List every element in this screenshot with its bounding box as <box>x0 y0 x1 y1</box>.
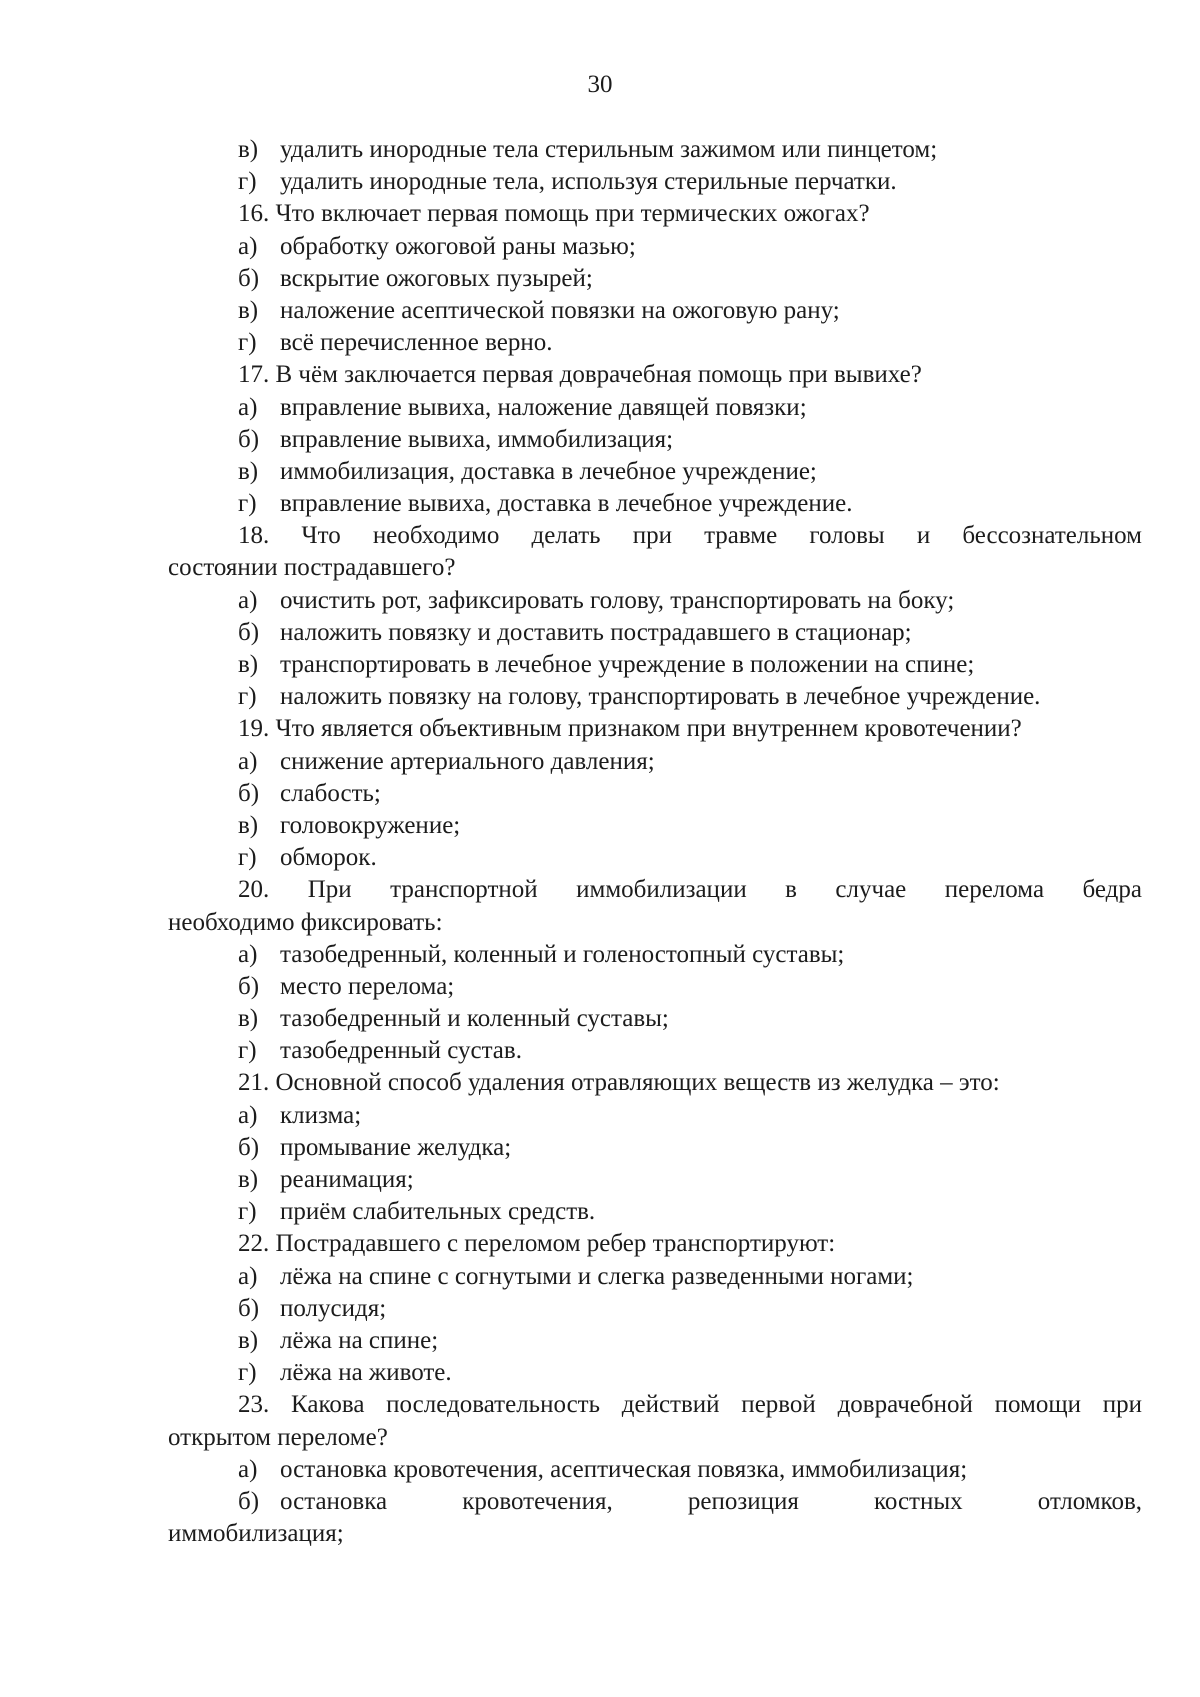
page-number: 30 <box>587 71 613 98</box>
answer-option <box>168 134 1142 166</box>
option-marker: а) <box>238 1455 258 1483</box>
option-text: слабость; <box>280 779 381 807</box>
option-text: иммобилизация, доставка в лечебное учреждение; <box>280 457 817 485</box>
answer-option <box>168 1486 1142 1518</box>
option-text: тазобедренный и коленный суставы; <box>280 1005 669 1033</box>
question-continuation: иммобилизация; <box>168 1520 344 1548</box>
option-marker: б) <box>238 1294 260 1322</box>
answer-option <box>168 1132 1142 1164</box>
option-text: остановка кровотечения, асептическая повязка, иммобилизация; <box>280 1455 968 1483</box>
option-marker: б) <box>238 779 260 807</box>
question: 21. Основной способ удаления отравляющих веществ из желудка – это: <box>238 1069 1000 1097</box>
answer-option <box>168 585 1142 617</box>
option-marker: в) <box>238 457 259 485</box>
answer-option <box>168 1293 1142 1325</box>
option-text: всё перечисленное верно. <box>280 329 553 357</box>
answer-option <box>168 1261 1142 1293</box>
question: 17. В чём заключается первая доврачебная помощь при вывихе? <box>238 361 922 389</box>
option-text: головокружение; <box>280 811 461 839</box>
option-marker: а) <box>238 1262 258 1290</box>
question-continuation: необходимо фиксировать: <box>168 908 443 936</box>
option-text: остановка кровотечения, репозиция костных отломков, <box>280 1487 1142 1515</box>
answer-option <box>168 456 1142 488</box>
answer-option <box>168 424 1142 456</box>
answer-option <box>168 1100 1142 1132</box>
answer-option <box>168 1325 1142 1357</box>
option-marker: б) <box>238 264 260 292</box>
document-body <box>168 134 1142 1550</box>
option-text: вскрытие ожоговых пузырей; <box>280 264 593 292</box>
answer-option <box>168 263 1142 295</box>
option-text: обморок. <box>280 844 377 872</box>
answer-option <box>168 295 1142 327</box>
answer-option <box>168 327 1142 359</box>
question: 23. Какова последовательность действий первой доврачебной помощи при <box>238 1391 1142 1419</box>
option-marker: г) <box>238 1359 257 1387</box>
option-text: полусидя; <box>280 1294 387 1322</box>
option-marker: б) <box>238 1133 260 1161</box>
answer-option <box>168 1454 1142 1486</box>
option-marker: б) <box>238 618 260 646</box>
question: 20. При транспортной иммобилизации в случае перелома бедра <box>238 876 1142 904</box>
answer-option <box>168 617 1142 649</box>
option-marker: г) <box>238 1037 257 1065</box>
question: 22. Пострадавшего с переломом ребер транспортируют: <box>238 1230 836 1258</box>
option-text: вправление вывиха, иммобилизация; <box>280 425 674 453</box>
option-marker: б) <box>238 425 260 453</box>
answer-option <box>168 1003 1142 1035</box>
option-text: наложение асептической повязки на ожоговую рану; <box>280 296 840 324</box>
answer-option <box>168 778 1142 810</box>
option-text: вправление вывиха, наложение давящей повязки; <box>280 393 807 421</box>
answer-option <box>168 939 1142 971</box>
option-marker: в) <box>238 1005 259 1033</box>
option-marker: а) <box>238 1101 258 1129</box>
answer-option <box>168 1196 1142 1228</box>
answer-option <box>168 488 1142 520</box>
option-text: реанимация; <box>280 1166 414 1193</box>
option-marker: г) <box>238 1198 257 1226</box>
option-marker: г) <box>238 168 257 196</box>
answer-option <box>168 1035 1142 1067</box>
option-text: лёжа на спине с согнутыми и слегка разведенными ногами; <box>280 1262 914 1290</box>
option-marker: в) <box>238 136 259 163</box>
option-marker: г) <box>238 844 257 872</box>
option-marker: г) <box>238 683 257 711</box>
answer-option <box>168 842 1142 874</box>
option-marker: в) <box>238 811 259 839</box>
answer-option <box>168 746 1142 778</box>
option-marker: в) <box>238 651 259 678</box>
option-text: промывание желудка; <box>280 1133 512 1161</box>
option-marker: б) <box>238 972 260 1000</box>
option-text: обработку ожоговой раны мазью; <box>280 232 636 260</box>
option-text: лёжа на спине; <box>280 1326 439 1354</box>
option-text: приём слабительных средств. <box>280 1198 596 1226</box>
question: 18. Что необходимо делать при травме головы и бессознательном <box>238 522 1142 550</box>
option-text: вправление вывиха, доставка в лечебное учреждение. <box>280 490 853 518</box>
option-marker: а) <box>238 747 258 775</box>
answer-option <box>168 392 1142 424</box>
answer-option <box>168 971 1142 1003</box>
option-text: наложить повязку на голову, транспортировать в лечебное учреждение. <box>280 683 1041 711</box>
answer-option <box>168 166 1142 198</box>
option-text: наложить повязку и доставить пострадавшего в стационар; <box>280 618 912 646</box>
option-text: удалить инородные тела, используя стерильные перчатки. <box>280 168 897 196</box>
option-marker: а) <box>238 393 258 421</box>
option-marker: а) <box>238 940 258 968</box>
option-marker: в) <box>238 1326 259 1354</box>
option-text: транспортировать в лечебное учреждение в положении на спине; <box>280 651 975 678</box>
option-marker: в) <box>238 296 259 324</box>
option-text: лёжа на животе. <box>280 1359 452 1387</box>
answer-option <box>168 231 1142 263</box>
option-marker: а) <box>238 232 258 260</box>
answer-option <box>168 649 1142 681</box>
option-marker: б) <box>238 1487 260 1515</box>
option-marker: г) <box>238 329 257 357</box>
option-marker: г) <box>238 490 257 518</box>
question-continuation: открытом переломе? <box>168 1423 388 1451</box>
option-marker: а) <box>238 586 258 614</box>
option-text: клизма; <box>280 1101 362 1129</box>
option-text: очистить рот, зафиксировать голову, транспортировать на боку; <box>280 586 955 614</box>
option-text: снижение артериального давления; <box>280 747 655 775</box>
question: 19. Что является объективным признаком при внутреннем кровотечении? <box>238 715 1022 743</box>
option-text: тазобедренный сустав. <box>280 1037 522 1065</box>
answer-option <box>168 1357 1142 1389</box>
answer-option <box>168 681 1142 713</box>
option-text: место перелома; <box>280 972 455 1000</box>
question: 16. Что включает первая помощь при термических ожогах? <box>238 200 870 228</box>
option-text: удалить инородные тела стерильным зажимом или пинцетом; <box>280 136 938 163</box>
option-marker: в) <box>238 1166 259 1193</box>
option-text: тазобедренный, коленный и голеностопный суставы; <box>280 940 845 968</box>
answer-option <box>168 1164 1142 1196</box>
answer-option <box>168 810 1142 842</box>
question-continuation: состоянии пострадавшего? <box>168 554 456 582</box>
